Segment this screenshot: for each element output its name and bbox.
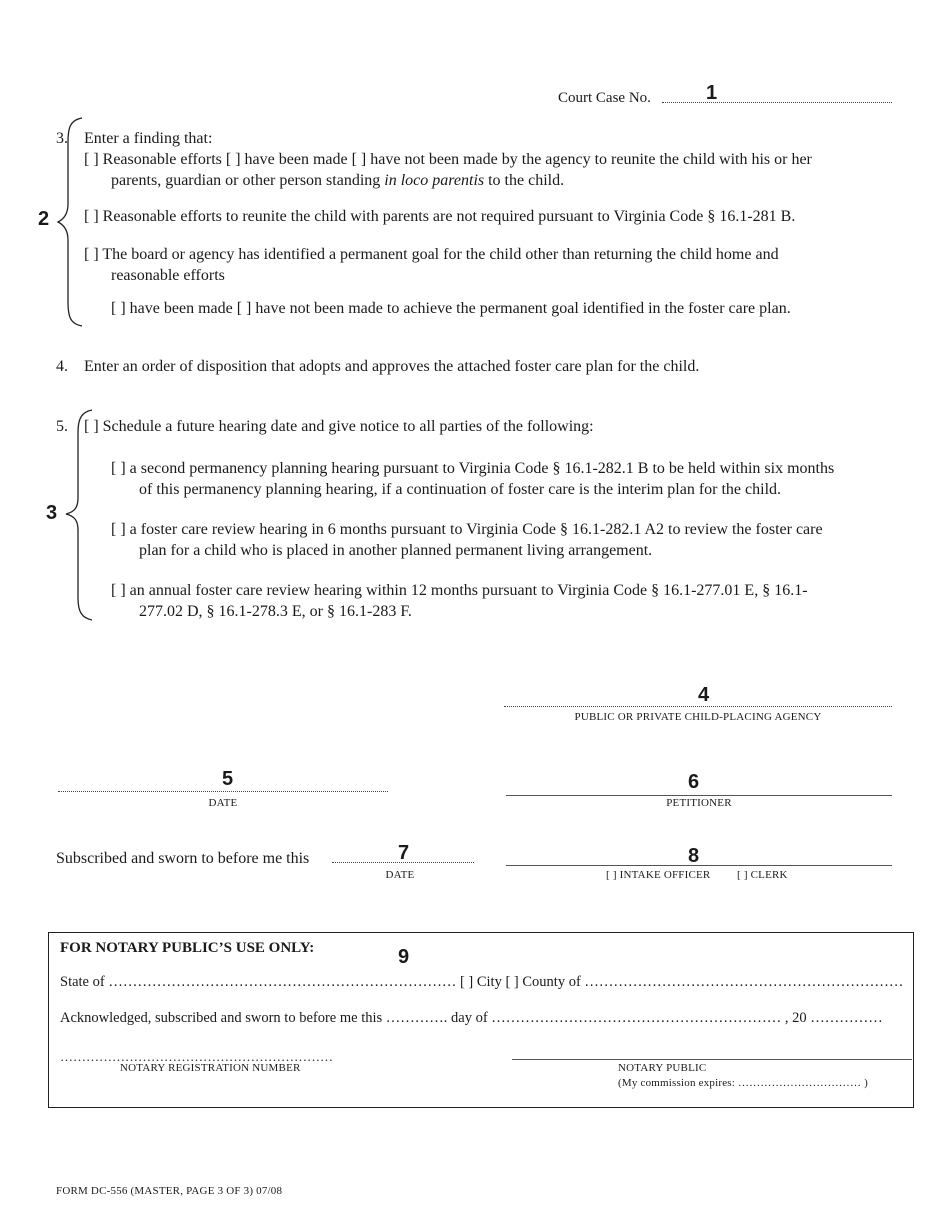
annotation-2: 2 bbox=[38, 208, 50, 230]
notary-public-label: NOTARY PUBLIC bbox=[618, 1062, 707, 1074]
item1-cont-end: to the child. bbox=[484, 172, 565, 189]
section5-intro-row bbox=[84, 416, 594, 437]
annotation-6: 6 bbox=[688, 771, 700, 793]
notary-registration-field[interactable]: ……………………………………………………… bbox=[60, 1049, 333, 1064]
checkbox-reasonable-efforts[interactable]: [ ] bbox=[84, 151, 99, 168]
checkbox-goal-have-been-made[interactable]: [ ] bbox=[111, 300, 126, 317]
checkbox-schedule-hearing[interactable]: [ ] bbox=[84, 418, 99, 435]
section5-brace bbox=[62, 408, 96, 622]
intake-officer-option[interactable]: [ ] INTAKE OFFICER bbox=[606, 869, 711, 881]
notary-public-signature-field[interactable] bbox=[512, 1059, 912, 1060]
checkbox-annual-review[interactable]: [ ] bbox=[111, 582, 126, 599]
notary-title: FOR NOTARY PUBLIC’S USE ONLY: bbox=[60, 940, 315, 956]
checkbox-have-not-been-made[interactable]: [ ] bbox=[351, 151, 367, 168]
annotation-7: 7 bbox=[398, 842, 410, 864]
date-field[interactable] bbox=[58, 791, 388, 792]
section3-item1 bbox=[84, 149, 812, 170]
section3-item3-sub bbox=[111, 298, 791, 319]
sworn-date-label: DATE bbox=[385, 869, 415, 881]
agency-signature-field[interactable] bbox=[504, 706, 892, 707]
section3-item3 bbox=[84, 244, 779, 265]
court-case-label: Court Case No. bbox=[558, 90, 651, 106]
section3-item2 bbox=[84, 206, 795, 227]
section5-item3-cont: 277.02 D, § 16.1-278.3 E, or § 16.1-283 F. bbox=[139, 603, 412, 620]
item1-cont-text: parents, guardian or other person standing bbox=[111, 172, 385, 189]
annual-review-label: an annual foster care review hearing within 12 months pursuant to Virginia Code § 16.1-277.01 E, § 16.1- bbox=[129, 582, 808, 599]
have-not-been-made-label: have not been made by the agency to reunite the child with his or her bbox=[370, 151, 812, 168]
checkbox-not-required[interactable]: [ ] bbox=[84, 208, 99, 225]
section3-item3-cont: reasonable efforts bbox=[111, 267, 225, 284]
notary-commission-line[interactable]: (My commission expires: …………………………… ) bbox=[618, 1077, 868, 1089]
goal-have-not-been-made-label: have not been made to achieve the permanent goal identified in the foster care plan. bbox=[255, 300, 791, 317]
reasonable-efforts-label: Reasonable efforts bbox=[102, 151, 222, 168]
section5-item3 bbox=[111, 580, 808, 601]
checkbox-permanent-goal[interactable]: [ ] bbox=[84, 246, 99, 263]
agency-label: PUBLIC OR PRIVATE CHILD-PLACING AGENCY bbox=[574, 711, 822, 723]
officer-signature-field[interactable] bbox=[506, 865, 892, 866]
second-permanency-label: a second permanency planning hearing pursuant to Virginia Code § 16.1-282.1 B to be held within six months bbox=[129, 460, 835, 477]
annotation-1: 1 bbox=[706, 82, 718, 104]
section5-number: 5. bbox=[56, 418, 68, 435]
section3-intro: Enter a finding that: bbox=[84, 130, 213, 147]
annotation-3: 3 bbox=[46, 502, 58, 524]
foster-care-review-label: a foster care review hearing in 6 months pursuant to Virginia Code § 16.1-282.1 A2 to review the foster care bbox=[129, 521, 823, 538]
checkbox-second-permanency[interactable]: [ ] bbox=[111, 460, 126, 477]
notary-state-line[interactable]: State of ……………………………………………………………… [ ] City [ ] County of ………………………………………………………… bbox=[60, 974, 904, 990]
schedule-hearing-label: Schedule a future hearing date and give notice to all parties of the following: bbox=[102, 418, 594, 435]
section3-item1-cont bbox=[111, 170, 564, 191]
sworn-text: Subscribed and sworn to before me this bbox=[56, 850, 310, 867]
annotation-9: 9 bbox=[398, 946, 410, 968]
clerk-option[interactable]: [ ] CLERK bbox=[737, 869, 788, 881]
section4-number: 4. bbox=[56, 358, 68, 375]
form-id: FORM DC-556 (MASTER, PAGE 3 OF 3) 07/08 bbox=[56, 1185, 283, 1197]
section5-item2-cont: plan for a child who is placed in another planned permanent living arrangement. bbox=[139, 542, 653, 559]
checkbox-foster-care-review[interactable]: [ ] bbox=[111, 521, 126, 538]
notary-acknowledged-line[interactable]: Acknowledged, subscribed and sworn to before me this …………. day of …………………………………………………… , 20 …………… bbox=[60, 1010, 883, 1026]
annotation-8: 8 bbox=[688, 845, 700, 867]
annotation-4: 4 bbox=[698, 684, 710, 706]
not-required-label: Reasonable efforts to reunite the child with parents are not required pursuant to Virginia Code § 16.1-281 B. bbox=[102, 208, 796, 225]
checkbox-goal-have-not-been-made[interactable]: [ ] bbox=[236, 300, 252, 317]
annotation-5: 5 bbox=[222, 768, 234, 790]
goal-have-been-made-label: have been made bbox=[129, 300, 233, 317]
notary-registration-label: NOTARY REGISTRATION NUMBER bbox=[120, 1062, 301, 1074]
section5-item1-cont: of this permanency planning hearing, if a continuation of foster care is the interim plan for the child. bbox=[139, 481, 782, 498]
court-case-number-field[interactable] bbox=[662, 102, 892, 103]
permanent-goal-label: The board or agency has identified a permanent goal for the child other than returning the child home and bbox=[102, 246, 779, 263]
checkbox-have-been-made[interactable]: [ ] bbox=[225, 151, 241, 168]
date-label: DATE bbox=[208, 797, 238, 809]
section5-item2 bbox=[111, 519, 823, 540]
petitioner-label: PETITIONER bbox=[666, 797, 732, 809]
in-loco-parentis: in loco parentis bbox=[384, 172, 485, 189]
have-been-made-label: have been made bbox=[244, 151, 348, 168]
petitioner-signature-field[interactable] bbox=[506, 795, 892, 796]
section3-number: 3. bbox=[56, 130, 68, 147]
section4-text: Enter an order of disposition that adopts and approves the attached foster care plan for the child. bbox=[84, 358, 700, 375]
section5-item1 bbox=[111, 458, 834, 479]
sworn-date-field[interactable] bbox=[332, 862, 474, 863]
